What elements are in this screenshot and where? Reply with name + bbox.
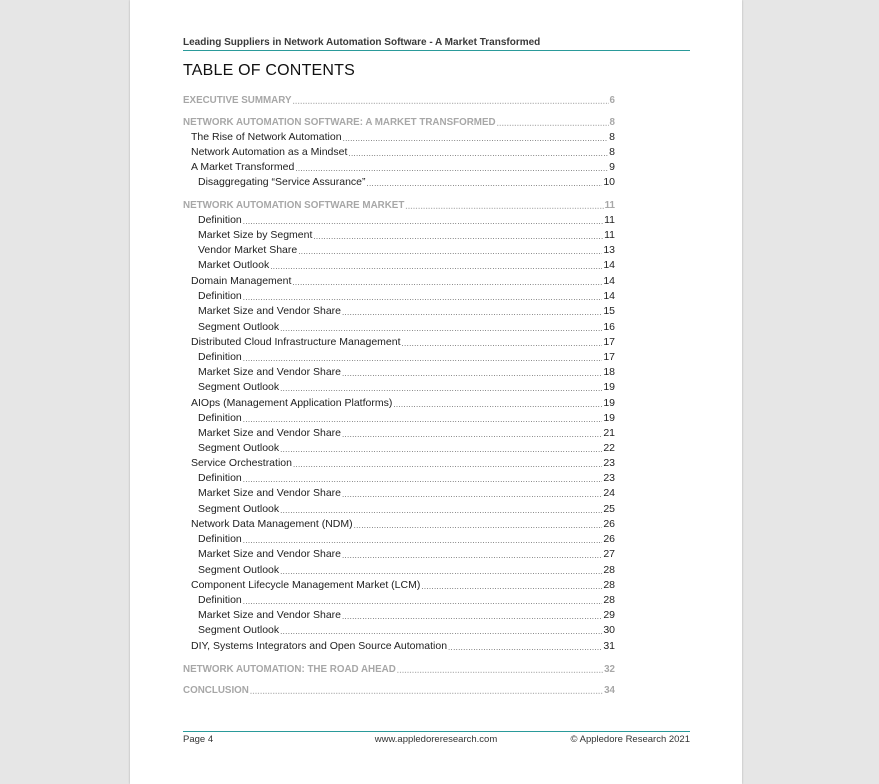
toc-entry[interactable]: A Market Transformed ..... 9 — [191, 161, 615, 174]
toc-entry[interactable]: Segment Outlook ..... 28 — [198, 564, 615, 577]
toc-entry[interactable]: Definition ..... 19 — [198, 412, 615, 425]
toc-entry[interactable]: Vendor Market Share ..... 13 — [198, 244, 615, 257]
toc-entry[interactable]: Definition ..... 23 — [198, 472, 615, 485]
toc-entry[interactable]: Market Size by Segment ..... 11 — [198, 229, 615, 242]
toc-entry[interactable]: Market Size and Vendor Share ..... 15 — [198, 305, 615, 318]
toc-entry[interactable]: Domain Management ..... 14 — [191, 275, 615, 288]
toc-entry[interactable]: CONCLUSION ..... 34 — [183, 684, 615, 697]
toc-entry[interactable]: The Rise of Network Automation ..... 8 — [191, 131, 615, 144]
header-divider — [183, 50, 690, 51]
footer-copyright: © Appledore Research 2021 — [570, 734, 690, 745]
toc-entry[interactable]: Market Size and Vendor Share ..... 27 — [198, 548, 615, 561]
toc-entry[interactable]: NETWORK AUTOMATION SOFTWARE: A MARKET TRANSFORMED ..... 8 — [183, 116, 615, 129]
toc-entry[interactable]: Market Outlook ..... 14 — [198, 259, 615, 272]
toc-entry[interactable]: NETWORK AUTOMATION: THE ROAD AHEAD ..... 32 — [183, 663, 615, 676]
footer-website: www.appledoreresearch.com — [374, 734, 498, 745]
toc-entry[interactable]: Disaggregating “Service Assurance” ..... 10 — [198, 176, 615, 189]
toc-heading: TABLE OF CONTENTS — [183, 62, 356, 79]
toc-entry[interactable]: Segment Outlook ..... 25 — [198, 503, 615, 516]
toc-entry[interactable]: Segment Outlook ..... 16 — [198, 321, 615, 334]
footer-divider — [183, 731, 690, 732]
toc-entry[interactable]: Segment Outlook ..... 19 — [198, 381, 615, 394]
toc-entry[interactable]: Definition ..... 14 — [198, 290, 615, 303]
toc-entry[interactable]: Network Data Management (NDM) ..... 26 — [191, 518, 615, 531]
toc-entry[interactable]: Component Lifecycle Management Market (LCM) ..... 28 — [191, 579, 615, 592]
toc-entry[interactable]: Service Orchestration ..... 23 — [191, 457, 615, 470]
toc-entry[interactable]: Market Size and Vendor Share ..... 24 — [198, 487, 615, 500]
page-number: Page 4 — [183, 734, 214, 745]
toc-entry[interactable]: AIOps (Management Application Platforms) ..... 19 — [191, 397, 615, 410]
toc-entry[interactable]: Definition ..... 26 — [198, 533, 615, 546]
toc-entry[interactable]: Segment Outlook ..... 30 — [198, 624, 615, 637]
document-page — [130, 0, 742, 784]
toc-entry[interactable]: EXECUTIVE SUMMARY ..... 6 — [183, 94, 615, 107]
toc-entry[interactable]: Market Size and Vendor Share ..... 18 — [198, 366, 615, 379]
toc-entry[interactable]: Market Size and Vendor Share ..... 29 — [198, 609, 615, 622]
toc-entry[interactable]: Network Automation as a Mindset ..... 8 — [191, 146, 615, 159]
toc-entry[interactable]: NETWORK AUTOMATION SOFTWARE MARKET ..... 11 — [183, 199, 615, 212]
toc-entry[interactable]: DIY, Systems Integrators and Open Source Automation ..... 31 — [191, 640, 615, 653]
toc-entry[interactable]: Definition ..... 11 — [198, 214, 615, 227]
toc-entry[interactable]: Segment Outlook ..... 22 — [198, 442, 615, 455]
toc-entry[interactable]: Distributed Cloud Infrastructure Management ..... 17 — [191, 336, 615, 349]
toc-entry[interactable]: Market Size and Vendor Share ..... 21 — [198, 427, 615, 440]
running-header: Leading Suppliers in Network Automation Software - A Market Transformed — [183, 37, 541, 48]
toc-entry[interactable]: Definition ..... 28 — [198, 594, 615, 607]
toc-entry[interactable]: Definition ..... 17 — [198, 351, 615, 364]
